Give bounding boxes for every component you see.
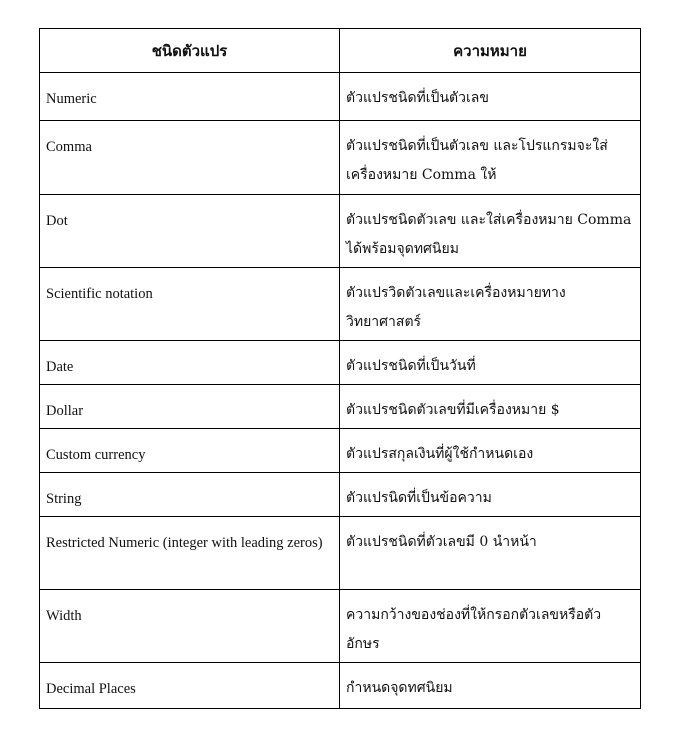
variable-meaning: ตัวแปรสกุลเงินที่ผู้ใช้กำหนดเอง: [340, 429, 641, 473]
table-row: [40, 195, 641, 268]
table-row: [40, 121, 641, 195]
variable-name: Dot: [40, 195, 340, 268]
variable-types-table: [39, 28, 641, 709]
variable-meaning: ตัวแปรชนิดที่ตัวเลขมี 0 นำหน้า: [340, 517, 641, 590]
header-variable-type: ชนิดตัวแปร: [40, 29, 340, 73]
variable-meaning: ตัวแปรชนิดที่เป็นตัวเลข: [340, 73, 641, 121]
variable-name: Custom currency: [40, 429, 340, 473]
table-row: [40, 268, 641, 341]
variable-meaning: ตัวแปรชนิดที่เป็นตัวเลข และโปรแกรมจะใส่เครื่องหมาย Comma ให้: [340, 121, 641, 195]
variable-name: Scientific notation: [40, 268, 340, 341]
variable-name: Decimal Places: [40, 663, 340, 709]
variable-meaning: ตัวแปรวิดตัวเลขและเครื่องหมายทางวิทยาศาสตร์: [340, 268, 641, 341]
table-row: [40, 473, 641, 517]
header-meaning: ความหมาย: [340, 29, 641, 73]
table-row: [40, 429, 641, 473]
table-row: [40, 517, 641, 590]
variable-meaning: ตัวแปรชนิดตัวเลข และใส่เครื่องหมาย Comma ได้พร้อมจุดทศนิยม: [340, 195, 641, 268]
variable-meaning: ตัวแปรชนิดตัวเลขที่มีเครื่องหมาย $: [340, 385, 641, 429]
table-row: [40, 73, 641, 121]
table-row: [40, 663, 641, 709]
variable-name: String: [40, 473, 340, 517]
table-row: [40, 590, 641, 663]
variable-name: Dollar: [40, 385, 340, 429]
table-header-row: [40, 29, 641, 73]
variable-name: Date: [40, 341, 340, 385]
table-row: [40, 385, 641, 429]
variable-name: Numeric: [40, 73, 340, 121]
variable-meaning: กำหนดจุดทศนิยม: [340, 663, 641, 709]
variable-meaning: ตัวแปรชนิดที่เป็นวันที่: [340, 341, 641, 385]
variable-meaning: ตัวแปรนิดที่เป็นข้อความ: [340, 473, 641, 517]
table-row: [40, 341, 641, 385]
variable-meaning: ความกว้างของช่องที่ให้กรอกตัวเลขหรือตัวอักษร: [340, 590, 641, 663]
variable-name: Width: [40, 590, 340, 663]
variable-name: Restricted Numeric (integer with leading zeros): [40, 517, 340, 590]
variable-name: Comma: [40, 121, 340, 195]
